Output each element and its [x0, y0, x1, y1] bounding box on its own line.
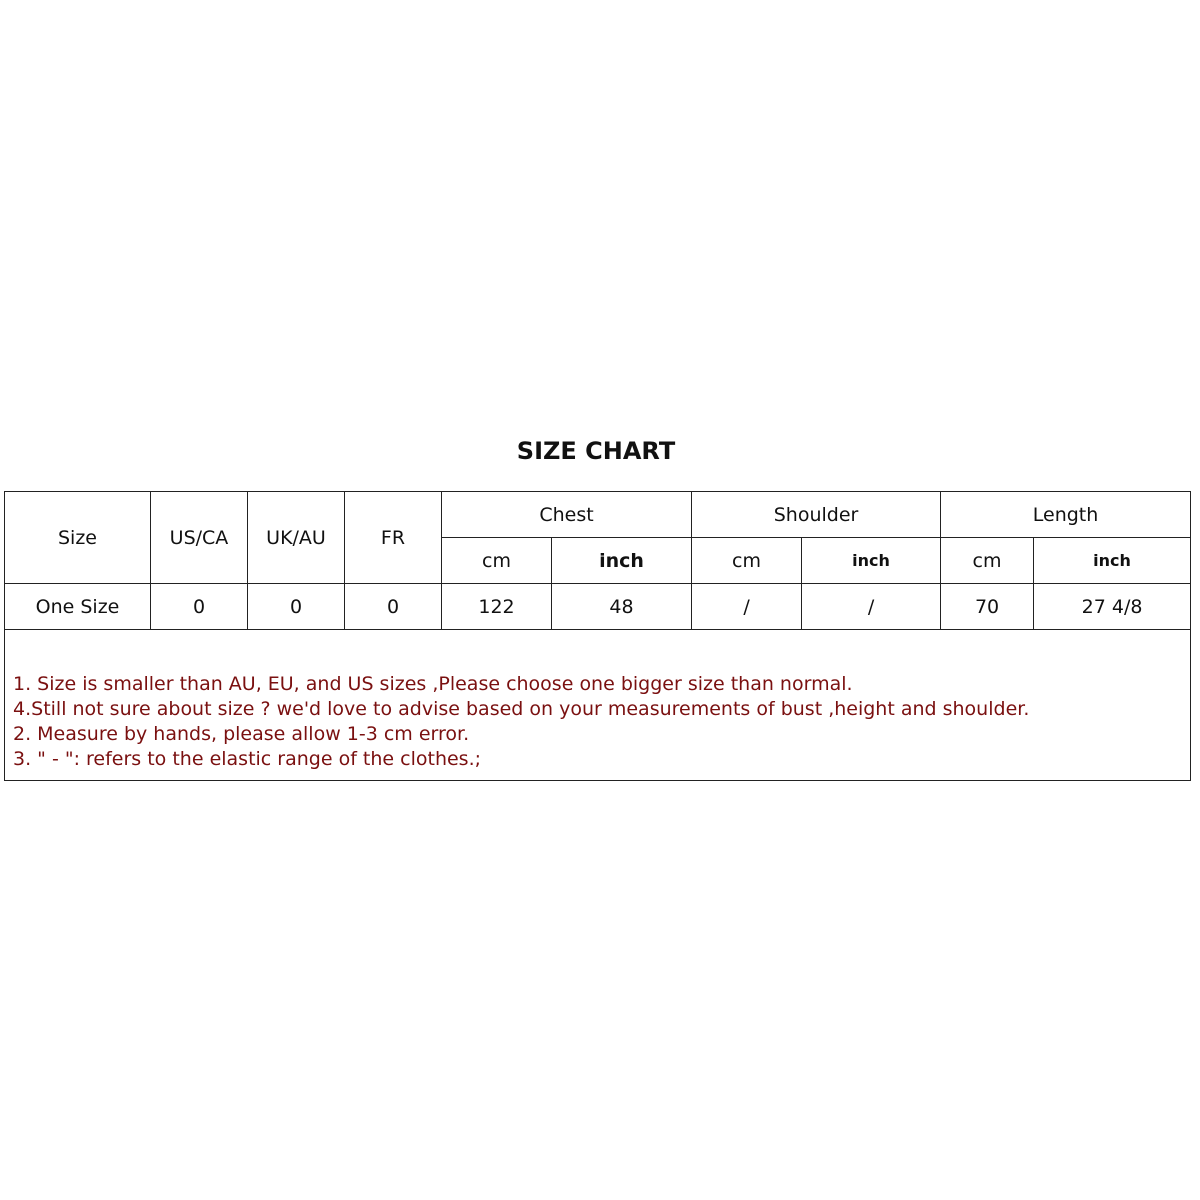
unit-chest-inch: inch	[552, 538, 692, 584]
page-title: SIZE CHART	[516, 437, 676, 465]
cell-fr: 0	[345, 584, 442, 630]
table-row	[5, 584, 1191, 630]
cell-chest-inch: 48	[552, 584, 692, 630]
cell-length-inch: 27 4/8	[1034, 584, 1191, 630]
cell-shoulder-inch: /	[802, 584, 941, 630]
cell-us-ca: 0	[151, 584, 248, 630]
note-line: 1. Size is smaller than AU, EU, and US sizes ,Please choose one bigger size than normal.	[13, 673, 853, 695]
cell-length-cm: 70	[941, 584, 1034, 630]
unit-chest-cm: cm	[442, 538, 552, 584]
header-length: Length	[941, 492, 1191, 538]
header-fr: FR	[345, 492, 442, 584]
header-shoulder: Shoulder	[692, 492, 941, 538]
notes-cell	[5, 630, 1191, 781]
unit-shoulder-cm: cm	[692, 538, 802, 584]
header-row	[5, 492, 1191, 538]
note-line: 4.Still not sure about size ? we'd love to advise based on your measurements of bust ,height and shoulder.	[13, 698, 1030, 720]
notes-row	[5, 630, 1191, 781]
size-table	[4, 491, 1191, 781]
cell-shoulder-cm: /	[692, 584, 802, 630]
header-size: Size	[5, 492, 151, 584]
unit-shoulder-inch: inch	[802, 538, 941, 584]
header-us-ca: US/CA	[151, 492, 248, 584]
note-line: 3. " - ": refers to the elastic range of the clothes.;	[13, 748, 482, 770]
header-chest: Chest	[442, 492, 692, 538]
cell-size: One Size	[5, 584, 151, 630]
unit-length-cm: cm	[941, 538, 1034, 584]
unit-length-inch: inch	[1034, 538, 1191, 584]
header-uk-au: UK/AU	[248, 492, 345, 584]
cell-uk-au: 0	[248, 584, 345, 630]
cell-chest-cm: 122	[442, 584, 552, 630]
note-line: 2. Measure by hands, please allow 1-3 cm error.	[13, 723, 470, 745]
